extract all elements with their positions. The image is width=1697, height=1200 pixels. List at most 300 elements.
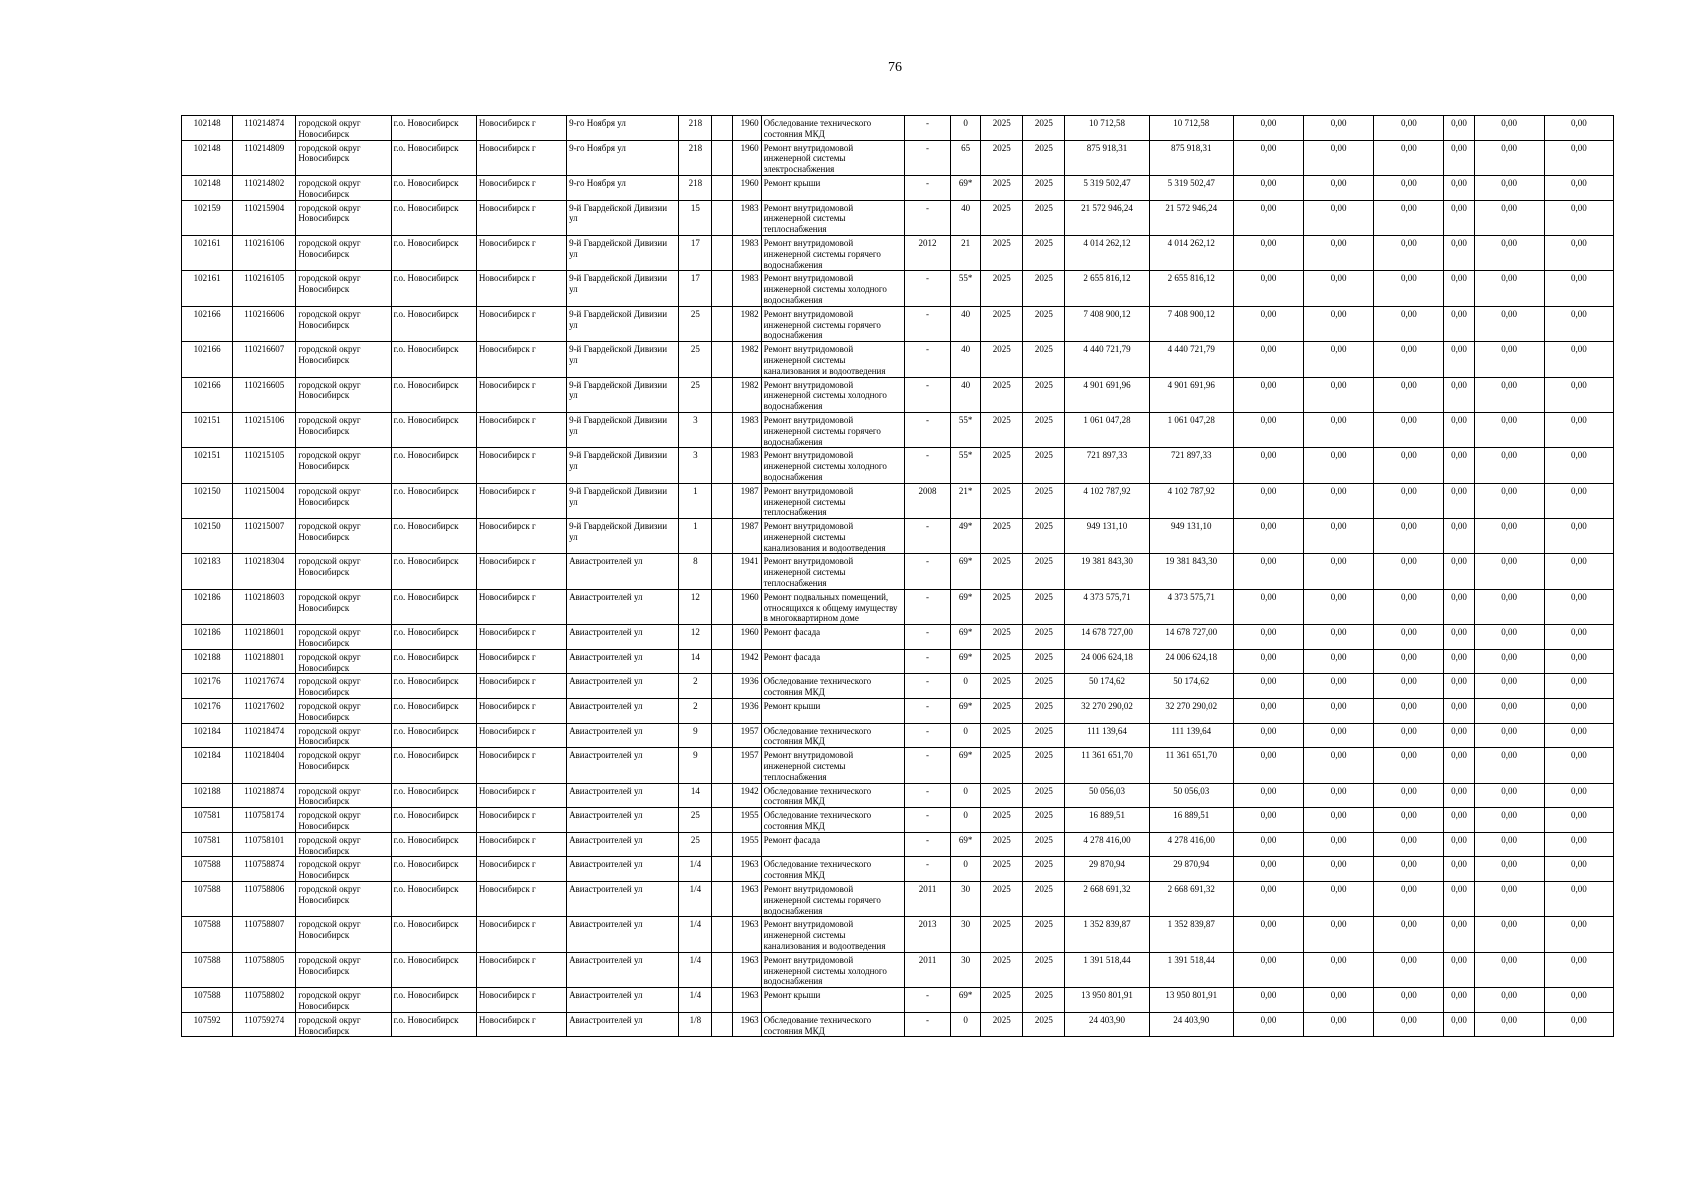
cell-settlement: Новосибирск г [476,674,566,699]
cell-settlement: Новосибирск г [476,952,566,987]
cell-plan-year-start: 2025 [981,377,1023,412]
table-row [182,271,1614,306]
cell-municipality: городской округ Новосибирск [296,723,391,748]
cell-reserve: 0,00 [1544,988,1613,1013]
cell-building [712,116,732,141]
cell-other-funds: 0,00 [1474,699,1544,724]
cell-building [712,952,732,987]
cell-work-id: 110218874 [233,783,296,808]
cell-wear-percent: 40 [951,200,981,235]
cell-fund-cost: 32 270 290,02 [1149,699,1233,724]
cell-budget-federal: 0,00 [1233,674,1303,699]
cell-work-type: Ремонт фасада [761,625,904,650]
cell-street: 9-й Гвардейской Дивизии ул [567,271,679,306]
cell-total-cost: 19 381 843,30 [1065,554,1149,589]
table-row [182,857,1614,882]
cell-total-cost: 111 139,64 [1065,723,1149,748]
cell-settlement: Новосибирск г [476,140,566,175]
cell-building [712,175,732,200]
cell-house-number: 1 [679,483,712,518]
cell-building [712,200,732,235]
cell-build-year: 1983 [732,200,761,235]
cell-house-number: 15 [679,200,712,235]
cell-municipal-district: г.о. Новосибирск [391,988,476,1013]
cell-budget-federal: 0,00 [1233,625,1303,650]
cell-work-id: 110218304 [233,554,296,589]
cell-budget-local: 0,00 [1374,625,1444,650]
cell-plan-year-start: 2025 [981,554,1023,589]
cell-municipality: городской округ Новосибирск [296,1012,391,1037]
cell-owner-funds: 0,00 [1444,988,1474,1013]
cell-municipal-district: г.о. Новосибирск [391,554,476,589]
cell-build-year: 1963 [732,1012,761,1037]
cell-total-cost: 29 870,94 [1065,857,1149,882]
cell-municipal-district: г.о. Новосибирск [391,832,476,857]
cell-wear-percent: 21 [951,235,981,270]
cell-plan-year-end: 2025 [1023,448,1065,483]
cell-last-repair-year: - [904,306,950,341]
cell-house-id: 102161 [182,235,233,270]
cell-plan-year-start: 2025 [981,116,1023,141]
cell-building [712,412,732,447]
cell-other-funds: 0,00 [1474,271,1544,306]
cell-budget-regional: 0,00 [1304,1012,1374,1037]
cell-municipality: городской округ Новосибирск [296,483,391,518]
cell-wear-percent: 69* [951,699,981,724]
cell-budget-federal: 0,00 [1233,952,1303,987]
cell-plan-year-start: 2025 [981,342,1023,377]
cell-build-year: 1957 [732,748,761,783]
cell-building [712,377,732,412]
cell-last-repair-year: - [904,832,950,857]
cell-budget-local: 0,00 [1374,783,1444,808]
cell-budget-local: 0,00 [1374,554,1444,589]
cell-total-cost: 21 572 946,24 [1065,200,1149,235]
cell-budget-local: 0,00 [1374,519,1444,554]
cell-work-id: 110214809 [233,140,296,175]
cell-other-funds: 0,00 [1474,554,1544,589]
cell-street: Авиастроителей ул [567,748,679,783]
cell-last-repair-year: - [904,175,950,200]
cell-budget-federal: 0,00 [1233,723,1303,748]
cell-municipal-district: г.о. Новосибирск [391,748,476,783]
cell-work-type: Обследование технического состояния МКД [761,857,904,882]
cell-work-type: Ремонт внутридомовой инженерной системы канализования и водоотведения [761,917,904,952]
cell-plan-year-start: 2025 [981,625,1023,650]
cell-fund-cost: 10 712,58 [1149,116,1233,141]
cell-municipal-district: г.о. Новосибирск [391,306,476,341]
cell-settlement: Новосибирск г [476,1012,566,1037]
cell-work-id: 110758874 [233,857,296,882]
cell-other-funds: 0,00 [1474,483,1544,518]
cell-other-funds: 0,00 [1474,882,1544,917]
cell-build-year: 1983 [732,448,761,483]
cell-budget-federal: 0,00 [1233,699,1303,724]
cell-plan-year-start: 2025 [981,857,1023,882]
cell-plan-year-end: 2025 [1023,723,1065,748]
cell-work-id: 110214874 [233,116,296,141]
cell-owner-funds: 0,00 [1444,832,1474,857]
cell-plan-year-end: 2025 [1023,988,1065,1013]
cell-building [712,748,732,783]
cell-work-id: 110218474 [233,723,296,748]
cell-reserve: 0,00 [1544,832,1613,857]
cell-plan-year-end: 2025 [1023,882,1065,917]
cell-plan-year-end: 2025 [1023,554,1065,589]
table-row [182,674,1614,699]
cell-last-repair-year: - [904,748,950,783]
cell-wear-percent: 55* [951,271,981,306]
cell-total-cost: 10 712,58 [1065,116,1149,141]
cell-house-number: 2 [679,699,712,724]
cell-work-type: Ремонт внутридомовой инженерной системы холодного водоснабжения [761,271,904,306]
cell-work-id: 110218404 [233,748,296,783]
cell-house-number: 14 [679,649,712,674]
cell-reserve: 0,00 [1544,140,1613,175]
cell-build-year: 1963 [732,882,761,917]
cell-house-number: 1/4 [679,882,712,917]
cell-budget-regional: 0,00 [1304,808,1374,833]
cell-fund-cost: 4 901 691,96 [1149,377,1233,412]
cell-total-cost: 24 403,90 [1065,1012,1149,1037]
cell-house-number: 1/8 [679,1012,712,1037]
cell-budget-regional: 0,00 [1304,306,1374,341]
cell-owner-funds: 0,00 [1444,412,1474,447]
cell-last-repair-year: - [904,808,950,833]
cell-street: Авиастроителей ул [567,1012,679,1037]
cell-house-id: 107588 [182,882,233,917]
cell-total-cost: 1 391 518,44 [1065,952,1149,987]
cell-build-year: 1957 [732,723,761,748]
cell-total-cost: 4 440 721,79 [1065,342,1149,377]
table-row [182,832,1614,857]
cell-fund-cost: 29 870,94 [1149,857,1233,882]
cell-budget-regional: 0,00 [1304,952,1374,987]
cell-municipality: городской округ Новосибирск [296,448,391,483]
cell-settlement: Новосибирск г [476,808,566,833]
cell-owner-funds: 0,00 [1444,200,1474,235]
cell-other-funds: 0,00 [1474,917,1544,952]
cell-fund-cost: 2 655 816,12 [1149,271,1233,306]
cell-reserve: 0,00 [1544,235,1613,270]
cell-budget-local: 0,00 [1374,952,1444,987]
cell-plan-year-end: 2025 [1023,917,1065,952]
cell-other-funds: 0,00 [1474,377,1544,412]
cell-budget-federal: 0,00 [1233,175,1303,200]
table-row [182,589,1614,624]
cell-house-number: 9 [679,748,712,783]
cell-plan-year-start: 2025 [981,882,1023,917]
cell-budget-regional: 0,00 [1304,625,1374,650]
cell-house-number: 2 [679,674,712,699]
cell-settlement: Новосибирск г [476,857,566,882]
cell-work-id: 110215904 [233,200,296,235]
cell-budget-regional: 0,00 [1304,235,1374,270]
cell-other-funds: 0,00 [1474,832,1544,857]
cell-municipal-district: г.о. Новосибирск [391,448,476,483]
cell-reserve: 0,00 [1544,723,1613,748]
cell-budget-local: 0,00 [1374,589,1444,624]
cell-reserve: 0,00 [1544,649,1613,674]
cell-settlement: Новосибирск г [476,554,566,589]
cell-fund-cost: 5 319 502,47 [1149,175,1233,200]
table-row [182,748,1614,783]
cell-build-year: 1960 [732,140,761,175]
cell-budget-local: 0,00 [1374,699,1444,724]
cell-street: 9-й Гвардейской Дивизии ул [567,235,679,270]
cell-owner-funds: 0,00 [1444,140,1474,175]
cell-budget-federal: 0,00 [1233,917,1303,952]
cell-municipality: городской округ Новосибирск [296,140,391,175]
cell-municipality: городской округ Новосибирск [296,412,391,447]
cell-street: 9-го Ноября ул [567,140,679,175]
cell-total-cost: 1 352 839,87 [1065,917,1149,952]
cell-owner-funds: 0,00 [1444,917,1474,952]
cell-last-repair-year: - [904,783,950,808]
cell-budget-local: 0,00 [1374,808,1444,833]
cell-municipal-district: г.о. Новосибирск [391,175,476,200]
cell-wear-percent: 0 [951,783,981,808]
cell-settlement: Новосибирск г [476,589,566,624]
cell-work-type: Ремонт фасада [761,649,904,674]
cell-wear-percent: 55* [951,412,981,447]
cell-house-id: 107581 [182,808,233,833]
cell-wear-percent: 69* [951,625,981,650]
table-row [182,306,1614,341]
cell-settlement: Новосибирск г [476,882,566,917]
cell-wear-percent: 0 [951,674,981,699]
cell-total-cost: 24 006 624,18 [1065,649,1149,674]
cell-budget-federal: 0,00 [1233,554,1303,589]
cell-municipality: городской округ Новосибирск [296,200,391,235]
cell-work-id: 110759274 [233,1012,296,1037]
cell-other-funds: 0,00 [1474,857,1544,882]
cell-street: 9-й Гвардейской Дивизии ул [567,448,679,483]
cell-house-number: 12 [679,625,712,650]
cell-budget-federal: 0,00 [1233,200,1303,235]
cell-owner-funds: 0,00 [1444,448,1474,483]
cell-house-id: 102184 [182,748,233,783]
cell-house-id: 107588 [182,917,233,952]
cell-reserve: 0,00 [1544,625,1613,650]
table-row [182,412,1614,447]
cell-work-type: Ремонт внутридомовой инженерной системы горячего водоснабжения [761,306,904,341]
cell-budget-regional: 0,00 [1304,448,1374,483]
cell-fund-cost: 7 408 900,12 [1149,306,1233,341]
table-row [182,116,1614,141]
cell-house-number: 8 [679,554,712,589]
cell-settlement: Новосибирск г [476,783,566,808]
cell-house-number: 12 [679,589,712,624]
cell-budget-regional: 0,00 [1304,832,1374,857]
cell-owner-funds: 0,00 [1444,235,1474,270]
cell-work-type: Ремонт внутридомовой инженерной системы холодного водоснабжения [761,952,904,987]
cell-plan-year-end: 2025 [1023,808,1065,833]
cell-other-funds: 0,00 [1474,1012,1544,1037]
cell-house-number: 1/4 [679,952,712,987]
cell-owner-funds: 0,00 [1444,519,1474,554]
cell-fund-cost: 2 668 691,32 [1149,882,1233,917]
cell-reserve: 0,00 [1544,200,1613,235]
cell-budget-regional: 0,00 [1304,200,1374,235]
cell-other-funds: 0,00 [1474,808,1544,833]
cell-house-number: 3 [679,448,712,483]
cell-other-funds: 0,00 [1474,589,1544,624]
cell-building [712,1012,732,1037]
cell-fund-cost: 50 056,03 [1149,783,1233,808]
cell-building [712,723,732,748]
cell-wear-percent: 49* [951,519,981,554]
cell-build-year: 1960 [732,116,761,141]
cell-building [712,235,732,270]
cell-budget-regional: 0,00 [1304,699,1374,724]
cell-fund-cost: 4 278 416,00 [1149,832,1233,857]
cell-last-repair-year: - [904,271,950,306]
cell-work-id: 110758101 [233,832,296,857]
cell-municipal-district: г.о. Новосибирск [391,649,476,674]
cell-building [712,988,732,1013]
table-row [182,483,1614,518]
cell-last-repair-year: - [904,857,950,882]
cell-municipal-district: г.о. Новосибирск [391,857,476,882]
cell-fund-cost: 24 403,90 [1149,1012,1233,1037]
cell-reserve: 0,00 [1544,483,1613,518]
cell-house-number: 25 [679,342,712,377]
cell-fund-cost: 1 391 518,44 [1149,952,1233,987]
cell-wear-percent: 40 [951,342,981,377]
cell-municipal-district: г.о. Новосибирск [391,952,476,987]
cell-budget-local: 0,00 [1374,649,1444,674]
cell-build-year: 1955 [732,808,761,833]
cell-municipality: городской округ Новосибирск [296,917,391,952]
cell-build-year: 1963 [732,952,761,987]
cell-street: 9-й Гвардейской Дивизии ул [567,412,679,447]
cell-plan-year-start: 2025 [981,483,1023,518]
cell-street: 9-й Гвардейской Дивизии ул [567,483,679,518]
cell-owner-funds: 0,00 [1444,483,1474,518]
cell-street: Авиастроителей ул [567,832,679,857]
cell-budget-federal: 0,00 [1233,342,1303,377]
cell-budget-federal: 0,00 [1233,116,1303,141]
cell-other-funds: 0,00 [1474,649,1544,674]
cell-reserve: 0,00 [1544,554,1613,589]
cell-street: 9-го Ноября ул [567,175,679,200]
cell-work-type: Ремонт крыши [761,988,904,1013]
cell-fund-cost: 111 139,64 [1149,723,1233,748]
cell-building [712,917,732,952]
cell-house-id: 102166 [182,306,233,341]
cell-municipality: городской округ Новосибирск [296,377,391,412]
cell-total-cost: 13 950 801,91 [1065,988,1149,1013]
cell-plan-year-start: 2025 [981,808,1023,833]
cell-owner-funds: 0,00 [1444,674,1474,699]
cell-plan-year-end: 2025 [1023,674,1065,699]
cell-municipality: городской округ Новосибирск [296,554,391,589]
cell-work-type: Ремонт подвальных помещений, относящихся к общему имуществу в многоквартирном доме [761,589,904,624]
cell-total-cost: 7 408 900,12 [1065,306,1149,341]
cell-budget-federal: 0,00 [1233,235,1303,270]
cell-reserve: 0,00 [1544,699,1613,724]
table-row [182,808,1614,833]
cell-reserve: 0,00 [1544,306,1613,341]
cell-budget-regional: 0,00 [1304,882,1374,917]
cell-municipality: городской округ Новосибирск [296,808,391,833]
cell-plan-year-end: 2025 [1023,832,1065,857]
cell-other-funds: 0,00 [1474,140,1544,175]
cell-work-type: Обследование технического состояния МКД [761,674,904,699]
cell-street: Авиастроителей ул [567,808,679,833]
cell-settlement: Новосибирск г [476,519,566,554]
cell-budget-federal: 0,00 [1233,519,1303,554]
cell-street: Авиастроителей ул [567,589,679,624]
cell-budget-local: 0,00 [1374,200,1444,235]
cell-owner-funds: 0,00 [1444,554,1474,589]
cell-municipality: городской округ Новосибирск [296,699,391,724]
cell-work-id: 110216106 [233,235,296,270]
cell-municipal-district: г.о. Новосибирск [391,235,476,270]
cell-house-id: 102166 [182,342,233,377]
cell-house-id: 102148 [182,175,233,200]
cell-building [712,554,732,589]
cell-plan-year-start: 2025 [981,674,1023,699]
cell-reserve: 0,00 [1544,783,1613,808]
cell-last-repair-year: 2011 [904,882,950,917]
cell-plan-year-end: 2025 [1023,200,1065,235]
cell-total-cost: 16 889,51 [1065,808,1149,833]
cell-budget-federal: 0,00 [1233,832,1303,857]
cell-building [712,448,732,483]
cell-work-type: Обследование технического состояния МКД [761,808,904,833]
cell-fund-cost: 1 352 839,87 [1149,917,1233,952]
cell-reserve: 0,00 [1544,882,1613,917]
cell-work-id: 110218601 [233,625,296,650]
cell-plan-year-end: 2025 [1023,342,1065,377]
cell-budget-federal: 0,00 [1233,857,1303,882]
cell-street: Авиастроителей ул [567,625,679,650]
cell-budget-regional: 0,00 [1304,988,1374,1013]
cell-work-id: 110758802 [233,988,296,1013]
cell-wear-percent: 40 [951,377,981,412]
cell-municipal-district: г.о. Новосибирск [391,377,476,412]
cell-budget-local: 0,00 [1374,377,1444,412]
table-row [182,519,1614,554]
cell-build-year: 1936 [732,699,761,724]
cell-street: Авиастроителей ул [567,649,679,674]
cell-build-year: 1960 [732,175,761,200]
cell-last-repair-year: - [904,554,950,589]
cell-street: Авиастроителей ул [567,674,679,699]
cell-fund-cost: 16 889,51 [1149,808,1233,833]
cell-settlement: Новосибирск г [476,625,566,650]
table-row [182,699,1614,724]
cell-street: Авиастроителей ул [567,723,679,748]
cell-house-number: 17 [679,271,712,306]
cell-house-id: 102148 [182,140,233,175]
cell-work-type: Обследование технического состояния МКД [761,783,904,808]
cell-fund-cost: 13 950 801,91 [1149,988,1233,1013]
cell-settlement: Новосибирск г [476,917,566,952]
table-row [182,554,1614,589]
cell-work-id: 110758805 [233,952,296,987]
cell-budget-regional: 0,00 [1304,412,1374,447]
cell-other-funds: 0,00 [1474,519,1544,554]
cell-plan-year-start: 2025 [981,140,1023,175]
cell-fund-cost: 4 102 787,92 [1149,483,1233,518]
cell-settlement: Новосибирск г [476,832,566,857]
cell-budget-federal: 0,00 [1233,377,1303,412]
cell-plan-year-end: 2025 [1023,1012,1065,1037]
cell-work-id: 110758806 [233,882,296,917]
